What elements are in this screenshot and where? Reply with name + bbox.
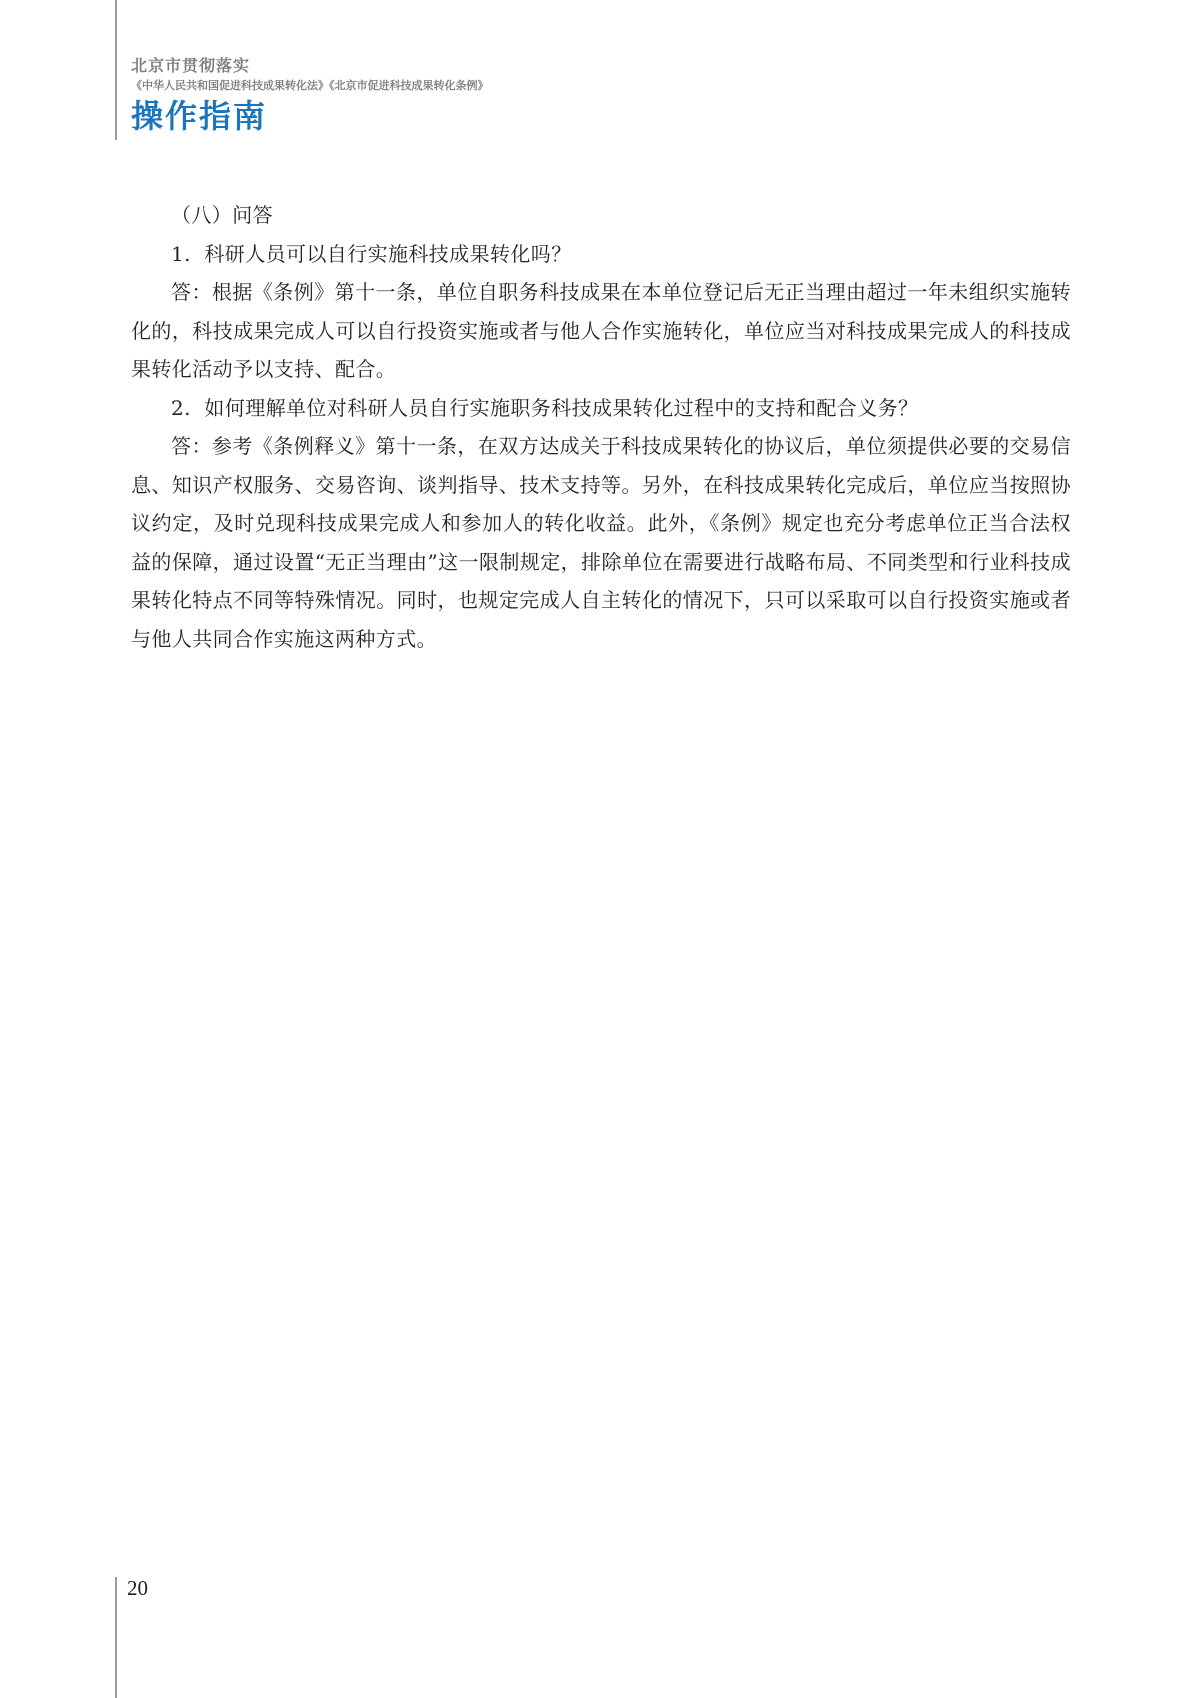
- question-1: 1. 科研人员可以自行实施科技成果转化吗？: [171, 241, 572, 266]
- header-subtitle-line1: 北京市贯彻落实: [131, 56, 251, 75]
- page-number: 20: [127, 1576, 148, 1600]
- section-heading: （八）问答: [171, 203, 273, 227]
- header-title: 操作指南: [131, 97, 268, 135]
- header-subtitle-line2: 《中华人民共和国促进科技成果转化法》《北京市促进科技成果转化条例》: [131, 79, 489, 92]
- page-content: [131, 196, 1071, 658]
- running-header: [131, 54, 489, 138]
- answer-1: 答：根据《条例》第十一条，单位自职务科技成果在本单位登记后无正当理由超过一年未组织实施转化的，科技成果完成人可以自行投资实施或者与他人合作实施转化，单位应当对科技成果完成人的科技成果转化活动予以支持、配合。: [131, 280, 1071, 381]
- answer-2: 答：参考《条例释义》第十一条，在双方达成关于科技成果转化的协议后，单位须提供必要的交易信息、知识产权服务、交易咨询、谈判指导、技术支持等。另外，在科技成果转化完成后，单位应当按照协议约定，及时兑现科技成果完成人和参加人的转化收益。此外，《条例》规定也充分考虑单位正当合法权益的保障，通过设置“无正当理由”这一限制规定，排除单位在需要进行战略布局、不同类型和行业科技成果转化特点不同等特殊情况。同时，也规定完成人自主转化的情况下，只可以采取可以自行投资实施或者与他人共同合作实施这两种方式。: [131, 434, 1071, 651]
- footer-vertical-rule: [115, 1577, 117, 1698]
- question-2: 2. 如何理解单位对科研人员自行实施职务科技成果转化过程中的支持和配合义务？: [171, 395, 919, 420]
- header-vertical-rule: [115, 0, 117, 140]
